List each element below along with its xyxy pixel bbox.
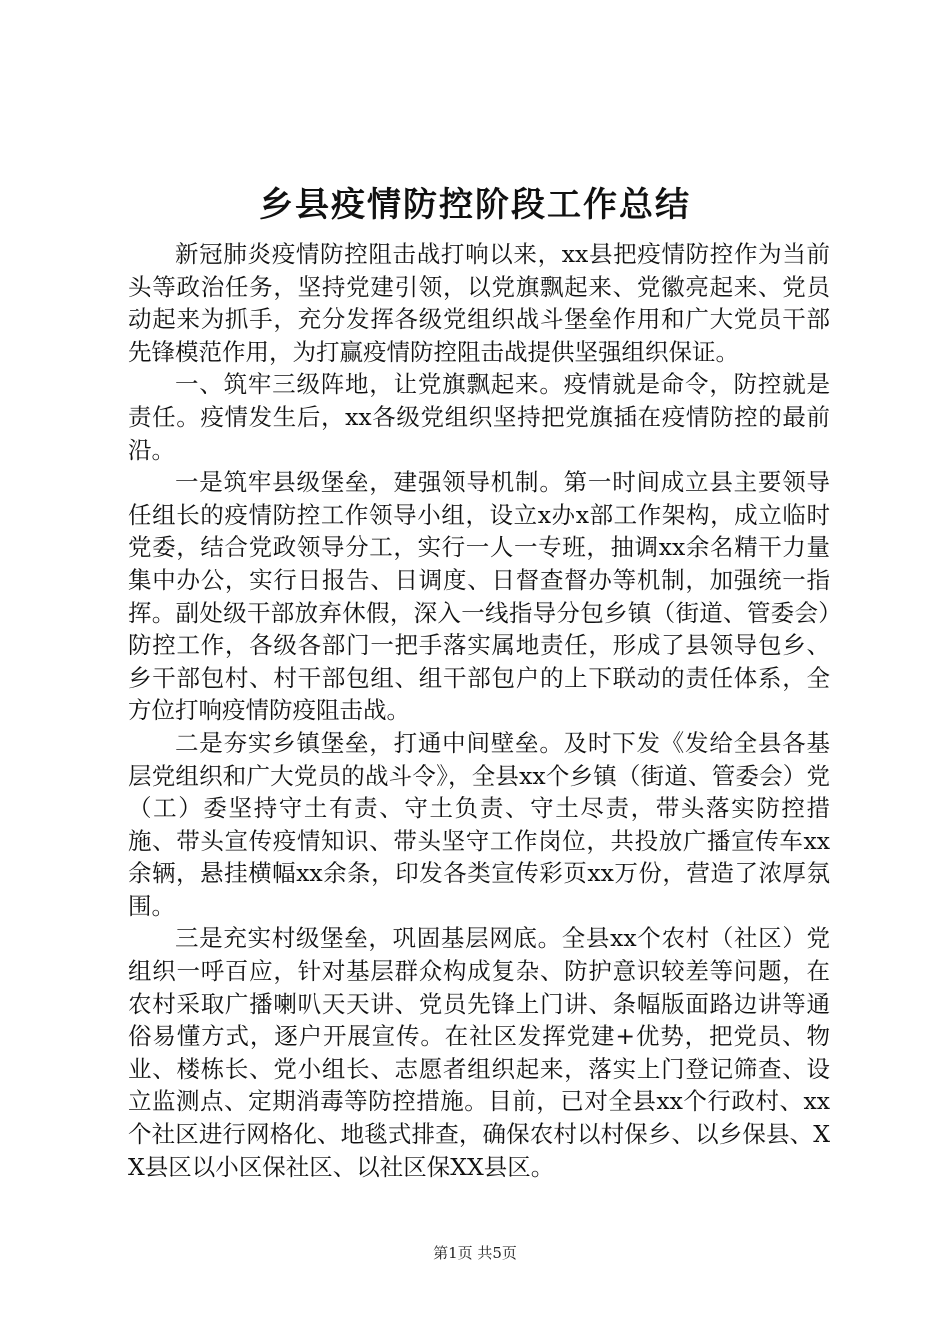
document-title: 乡县疫情防控阶段工作总结: [259, 185, 691, 225]
paragraph-intro: 新冠肺炎疫情防控阻击战打响以来，xx县把疫情防控作为当前头等政治任务，坚持党建引领，以党旗飘起来、党徽亮起来、党员动起来为抓手，充分发挥各级党组织战斗堡垒作用和广大党员干部先锋模范作用，为打赢疫情防控阻击战提供坚强组织保证。: [128, 240, 830, 366]
paragraph-county-level: 一是筑牢县级堡垒，建强领导机制。第一时间成立县主要领导任组长的疫情防控工作领导小组，设立x办x部工作架构，成立临时党委，结合党政领导分工，实行一人一专班，抽调xx余名精干力量集中办公，实行日报告、日调度、日督查督办等机制，加强统一指挥。副处级干部放弃休假，深入一线指导分包乡镇（街道、管委会）防控工作，各级各部门一把手落实属地责任，形成了县领导包乡、乡干部包村、村干部包组、组干部包户的上下联动的责任体系，全方位打响疫情防疫阻击战。: [128, 468, 830, 725]
paragraph-village-level: 三是充实村级堡垒，巩固基层网底。全县xx个农村（社区）党组织一呼百应，针对基层群众构成复杂、防护意识较差等问题，在农村采取广播喇叭天天讲、党员先锋上门讲、条幅版面路边讲等通俗易懂方式，逐户开展宣传。在社区发挥党建+优势，把党员、物业、楼栋长、党小组长、志愿者组织起来，落实上门登记筛查、设立监测点、定期消毒等防控措施。目前，已对全县xx个行政村、xx个社区进行网格化、地毯式排查，确保农村以村保乡、以乡保县、XX县区以小区保社区、以社区保XX县区。: [128, 924, 830, 1181]
document-body: [128, 238, 830, 1183]
paragraph-township-level: 二是夯实乡镇堡垒，打通中间壁垒。及时下发《发给全县各基层党组织和广大党员的战斗令》，全县xx个乡镇（街道、管委会）党（工）委坚持守土有责、守土负责、守土尽责，带头落实防控措施、带头宣传疫情知识、带头坚守工作岗位，共投放广播宣传车xx余辆，悬挂横幅xx余条，印发各类宣传彩页xx万份，营造了浓厚氛围。: [128, 728, 830, 920]
page-number-footer: 第1页 共5页: [433, 1244, 517, 1262]
paragraph-section-one: 一、筑牢三级阵地，让党旗飘起来。疫情就是命令，防控就是责任。疫情发生后，xx各级党组织坚持把党旗插在疫情防控的最前沿。: [128, 370, 830, 464]
